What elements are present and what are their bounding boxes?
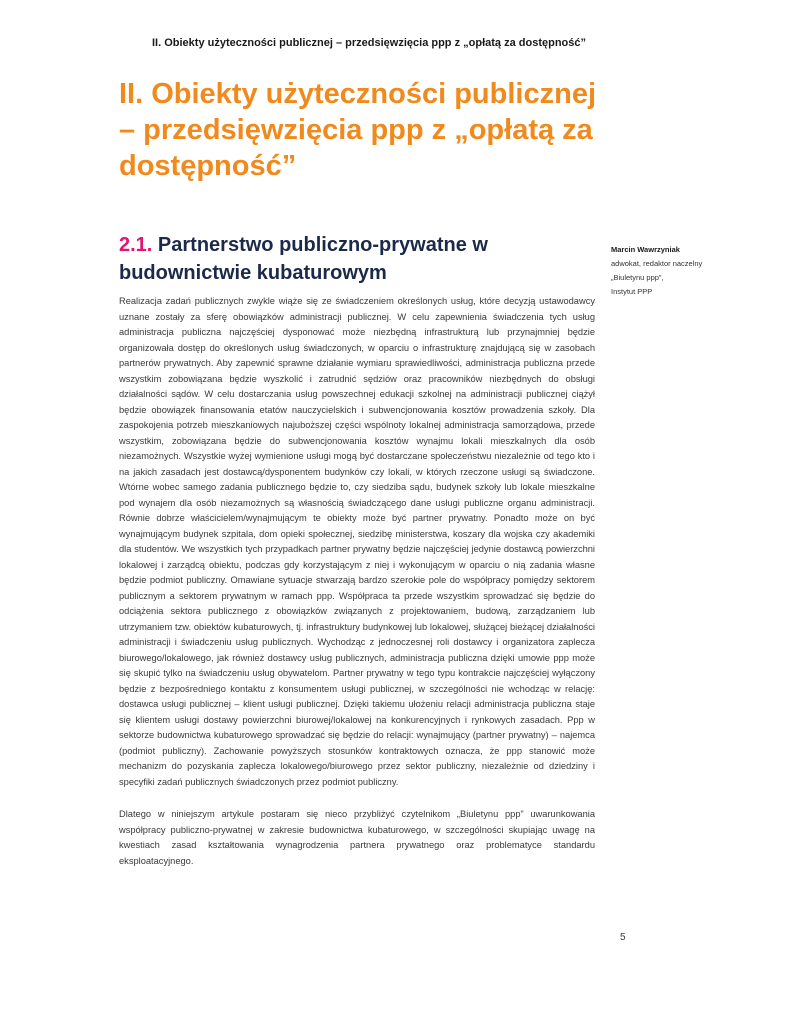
section-number: 2.1. [119, 234, 153, 256]
author-sidebar [611, 243, 761, 299]
author-name: Marcin Wawrzyniak [611, 245, 680, 254]
body-paragraph: Realizacja zadań publicznych zwykle wiąże się ze świadczeniem określonych usług, które decyzją ustawodawcy uznane zostały za sferę obowiązków administracji publicznej. W celu zapewnienia świadczenia tych usług administracja publiczna najczęściej dysponować może niezbędną infrastrukturą lub przynajmniej będzie organizowała dostęp do określonych usług świadczonych, w oparciu o infrastrukturę znajdującą się w zasobach partnerów prywatnych. Aby zapewnić sprawne działanie wymiaru sprawiedliwości, administracja publiczna przede wszystkim zobowiązana będzie wyszkolić i zatrudnić sędziów oraz pracowników niezbędnych do obsługi działalności sądów. W celu dostarczania usług powszechnej edukacji szkolnej na administracji publicznej ciążył będzie obowiązek finansowania etatów nauczycielskich i subwencjonowania kosztów prowadzenia szkoły. Dla zaspokojenia potrzeb mieszkaniowych najuboższej części wspólnoty lokalnej administracja samorządowa, przede wszystkim, zobowiązana będzie do subwencjonowania kosztów wynajmu lokali mieszkalnych dla osób niezamożnych. Wszystkie wyżej wymienione usługi mogą być dostarczane społeczeństwu niezależnie od tego kto i na jakich zasadach jest dostawcą/dysponentem budynków czy lokali, w których rzeczone usługi są świadczone. Wtórne wobec samego zadania publicznego będzie to, czy siedziba sądu, budynek szkoły lub lokale mieszkalne pod wynajem dla osób niezamożnych są własnością świadczącego dane usługi publiczne organu administracji. Równie dobrze właścicielem/wynajmującym te obiekty może być partner prywatny. Ponadto może on być wynajmującym budynek szpitala, dom opieki społecznej, siedzibę ministerstwa, koszary dla wojska czy akademiki dla studentów. We wszystkich tych przypadkach partner prywatny będzie najczęściej jedynie dostawcą powierzchni lokalowej i zarządcą obiektu, podczas gdy korzystającym z niej i wykonującym w oparciu o nią zadania własne będzie podmiot publiczny. Omawiane sytuacje stwarzają bardzo szerokie pole do współpracy pomiędzy sektorem publicznym a sektorem prywatnym w ramach ppp. Współpraca ta przede wszystkim sprowadzać się będzie do odciążenia sektora publicznego z obowiązków związanych z projektowaniem, budową, zarządzaniem lub utrzymaniem tzw. obiektów kubaturowych, tj. infrastruktury budynkowej lub lokalowej, służącej bieżącej działalności administracji i świadczeniu usług publicznych. Wychodząc z jednoczesnej roli dostawcy i organizatora zaplecza biurowego/lokalowego, jak również dostawcy usług publicznych, administracja publiczna dzięki umowie ppp może się skupić tylko na świadczeniu usług obywatelom. Partner prywatny w tego typu kontrakcie najczęściej wyłączony będzie z bezpośredniego kontaktu z konsumentem usługi publicznej, w szczególności nie wchodząc w relację: dostawca usługi publicznej – klient usługi publicznej. Dzięki takiemu ułożeniu relacji administracja publiczna staje się klientem usługi dostawy powierzchni biurowej/lokalowej na konkurencyjnych i rynkowych zasadach. Ppp w sektorze budownictwa kubaturowego sprowadzać się będzie do relacji: wynajmujący (partner prywatny) – najemca (podmiot publiczny). Zachowanie powyższych stosunków kontraktowych oznacza, że ppp stanowić może mechanizm do pozyskania zaplecza lokalowego/biurowego przez sektor publiczny, niezależnie od dziedziny i specyfiki zadań publicznych świadczonych przez podmiot publiczny. [119, 296, 595, 787]
section-title-text: Partnerstwo publiczno-prywatne w budownictwie kubaturowym [119, 234, 488, 284]
chapter-title: II. Obiekty użyteczności publicznej – przedsięwzięcia ppp z „opłatą za dostępność” [119, 78, 596, 182]
page-number: 5 [620, 932, 626, 943]
body-paragraph: Dlatego w niniejszym artykule postaram się nieco przybliżyć czytelnikom „Biuletynu ppp” uwarunkowania współpracy publiczno-prywatnej w zakresie budownictwa kubaturowego, w szczególności skupiając uwagę na kwestiach zasad kształtowania wynagrodzenia partnera prywatnego oraz problematyce standardu eksploatacyjnego. [119, 809, 595, 866]
author-publication: „Biuletynu ppp”, [611, 273, 664, 282]
running-header: II. Obiekty użyteczności publicznej – przedsięwzięcia ppp z „opłatą za dostępność” [152, 37, 586, 49]
article-body [119, 294, 595, 886]
author-institution: Instytut PPP [611, 287, 653, 296]
section-title [119, 231, 539, 287]
author-role: adwokat, redaktor naczelny [611, 259, 703, 268]
